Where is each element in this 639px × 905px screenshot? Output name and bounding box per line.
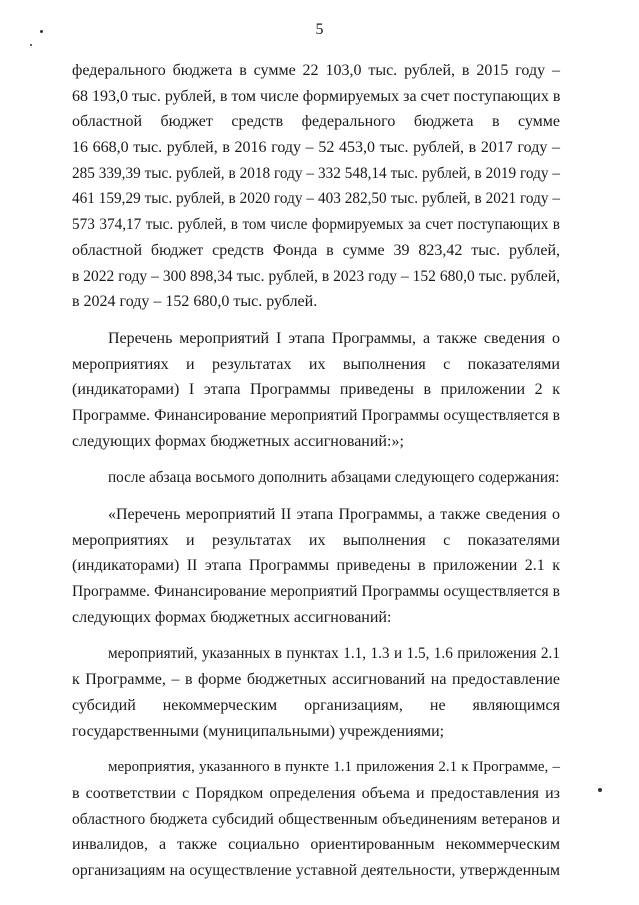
text-line: в 2022 году – 300 898,34 тыс. рублей, в 2023 году – 152 680,0 тыс. рублей, <box>72 267 560 285</box>
text-line: «Перечень мероприятий II этапа Программы, а также сведения о <box>108 506 560 523</box>
text-line: (индикаторами) I этапа Программы приведены в приложении 2 к <box>72 381 560 399</box>
scan-speck <box>598 788 602 792</box>
paragraph-gap <box>72 454 560 465</box>
text-line: 573 374,17 тыс. рублей, в том числе формируемых за счет поступающих в <box>72 216 560 234</box>
text-line: организациям на осуществление уставной деятельности, утвержденным <box>72 861 560 879</box>
scan-speck <box>30 44 32 46</box>
text-line: мероприятиях и результатах их выполнения с показателями <box>72 531 560 549</box>
text-line: государственными (муниципальными) учреждениями; <box>72 722 445 740</box>
text-line: мероприятиях и результатах их выполнения с показателями <box>72 355 560 373</box>
text-line: 68 193,0 тыс. рублей, в том числе формируемых за счет поступающих в <box>72 87 561 105</box>
text-line: Программе. Финансирование мероприятий Программы осуществляется в <box>72 583 560 601</box>
paragraph-stage-two-list <box>72 502 560 630</box>
paragraph-veterans-procedure <box>72 755 560 883</box>
paragraph-amendment-instruction <box>72 465 560 491</box>
text-line: областной бюджет средств федерального бюджета в сумме <box>72 113 560 131</box>
text-line: федерального бюджета в сумме 22 103,0 тыс. рублей, в 2015 году – <box>72 62 560 79</box>
text-line: субсидий некоммерческим организациям, не являющимся <box>72 696 560 714</box>
text-line: в 2024 году – 152 680,0 тыс. рублей. <box>72 293 318 311</box>
text-line: следующих формах бюджетных ассигнований:»; <box>72 432 404 450</box>
text-line: 285 339,39 тыс. рублей, в 2018 году – 332 548,14 тыс. рублей, в 2019 году – <box>72 164 560 182</box>
text-line: областной бюджет средств Фонда в сумме 39 823,42 тыс. рублей, <box>72 241 560 259</box>
paragraph-gap <box>72 491 560 502</box>
text-line: к Программе, – в форме бюджетных ассигнований на предоставление <box>72 671 560 689</box>
text-line: Программе. Финансирование мероприятий Программы осуществляется в <box>72 406 560 424</box>
text-line: инвалидов, а также социально ориентированным некоммерческим <box>72 836 560 854</box>
text-line: Перечень мероприятий I этапа Программы, а также сведения о <box>108 329 560 347</box>
text-line: в соответствии с Порядком определения объема и предоставления из <box>72 784 560 802</box>
text-line: следующих формах бюджетных ассигнований: <box>72 608 392 626</box>
text-line: мероприятия, указанного в пункте 1.1 приложения 2.1 к Программе, – <box>108 759 560 776</box>
document-body <box>72 58 560 884</box>
scan-speck <box>40 30 43 33</box>
page-number: 5 <box>315 21 324 38</box>
paragraph-gap <box>72 630 560 641</box>
text-line: после абзаца восьмого дополнить абзацами следующего содержания: <box>108 469 560 487</box>
text-line: 461 159,29 тыс. рублей, в 2020 году – 403 282,50 тыс. рублей, в 2021 году – <box>72 190 560 208</box>
paragraph-stage-one-list <box>72 326 560 454</box>
paragraph-budget-continuation <box>72 58 560 315</box>
paragraph-gap <box>72 315 560 326</box>
paragraph-gap <box>72 744 560 755</box>
paragraph-subsidies-nonprofits <box>72 641 560 744</box>
text-line: мероприятий, указанных в пунктах 1.1, 1.3 и 1.5, 1.6 приложения 2.1 <box>108 645 560 663</box>
text-line: (индикаторами) II этапа Программы приведены в приложении 2.1 к <box>72 557 560 575</box>
text-line: областного бюджета субсидий общественным объединениям ветеранов и <box>72 810 560 828</box>
text-line: 16 668,0 тыс. рублей, в 2016 году – 52 453,0 тыс. рублей, в 2017 году – <box>72 139 560 157</box>
